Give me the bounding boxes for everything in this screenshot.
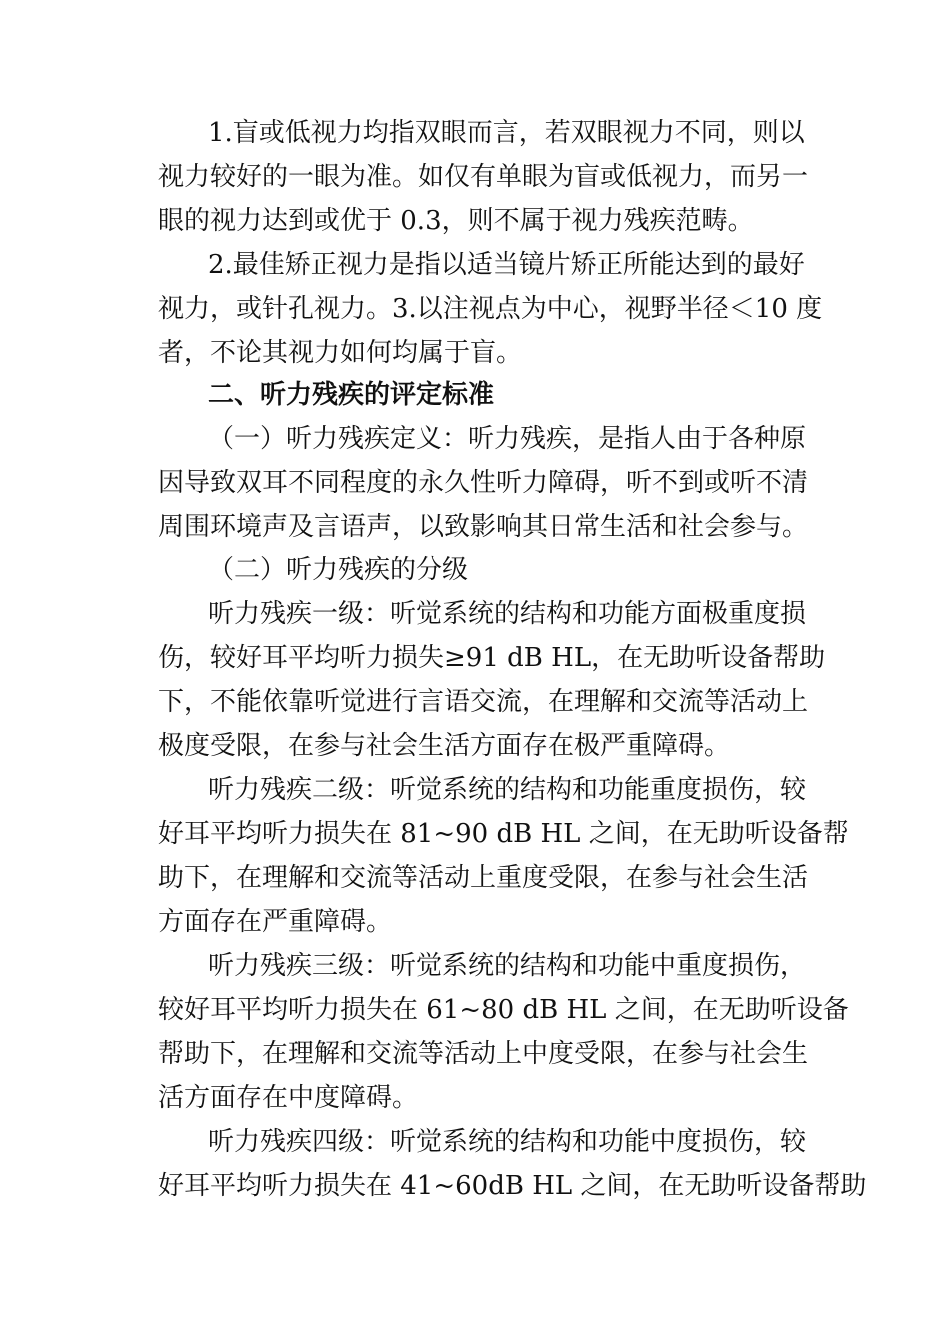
section-heading: 二、听力残疾的评定标准 (208, 380, 495, 410)
text-line: 方面存在严重障碍。 (158, 907, 393, 937)
text-line: 助下，在理解和交流等活动上重度受限，在参与社会生活 (158, 863, 809, 893)
text-line: 活方面存在中度障碍。 (158, 1083, 419, 1113)
text-line: 听力残疾三级：听觉系统的结构和功能中重度损伤， (208, 951, 807, 981)
text-line: 伤，较好耳平均听力损失≥91 dB HL，在无助听设备帮助 (158, 643, 826, 673)
text-line: 听力残疾四级：听觉系统的结构和功能中度损伤，较 (208, 1127, 807, 1157)
text-line: 较好耳平均听力损失在 61~80 dB HL 之间，在无助听设备 (158, 995, 849, 1025)
subsection-heading: （二）听力残疾的分级 (208, 555, 469, 585)
text-line: 下，不能依靠听觉进行言语交流，在理解和交流等活动上 (158, 687, 809, 717)
text-line: 2.最佳矫正视力是指以适当镜片矫正所能达到的最好 (208, 250, 805, 280)
text-line: 因导致双耳不同程度的永久性听力障碍，听不到或听不清 (158, 468, 809, 498)
text-line: 者，不论其视力如何均属于盲。 (158, 338, 523, 368)
text-line: 听力残疾一级：听觉系统的结构和功能方面极重度损 (208, 599, 807, 629)
text-line: （一）听力残疾定义：听力残疾，是指人由于各种原 (208, 424, 807, 454)
text-line: 好耳平均听力损失在 41~60dB HL 之间，在无助听设备帮助 (158, 1171, 867, 1201)
text-line: 极度受限，在参与社会生活方面存在极严重障碍。 (158, 731, 731, 761)
text-line: 视力较好的一眼为准。如仅有单眼为盲或低视力，而另一 (158, 162, 809, 192)
text-line: 听力残疾二级：听觉系统的结构和功能重度损伤，较 (208, 775, 807, 805)
text-line: 1.盲或低视力均指双眼而言，若双眼视力不同，则以 (208, 118, 805, 148)
text-line: 周围环境声及言语声，以致影响其日常生活和社会参与。 (158, 512, 809, 542)
text-line: 帮助下，在理解和交流等活动上中度受限，在参与社会生 (158, 1039, 809, 1069)
text-line: 视力，或针孔视力。3.以注视点为中心，视野半径＜10 度 (158, 294, 823, 324)
text-line: 好耳平均听力损失在 81~90 dB HL 之间，在无助听设备帮 (158, 819, 849, 849)
text-line: 眼的视力达到或优于 0.3，则不属于视力残疾范畴。 (158, 206, 754, 236)
